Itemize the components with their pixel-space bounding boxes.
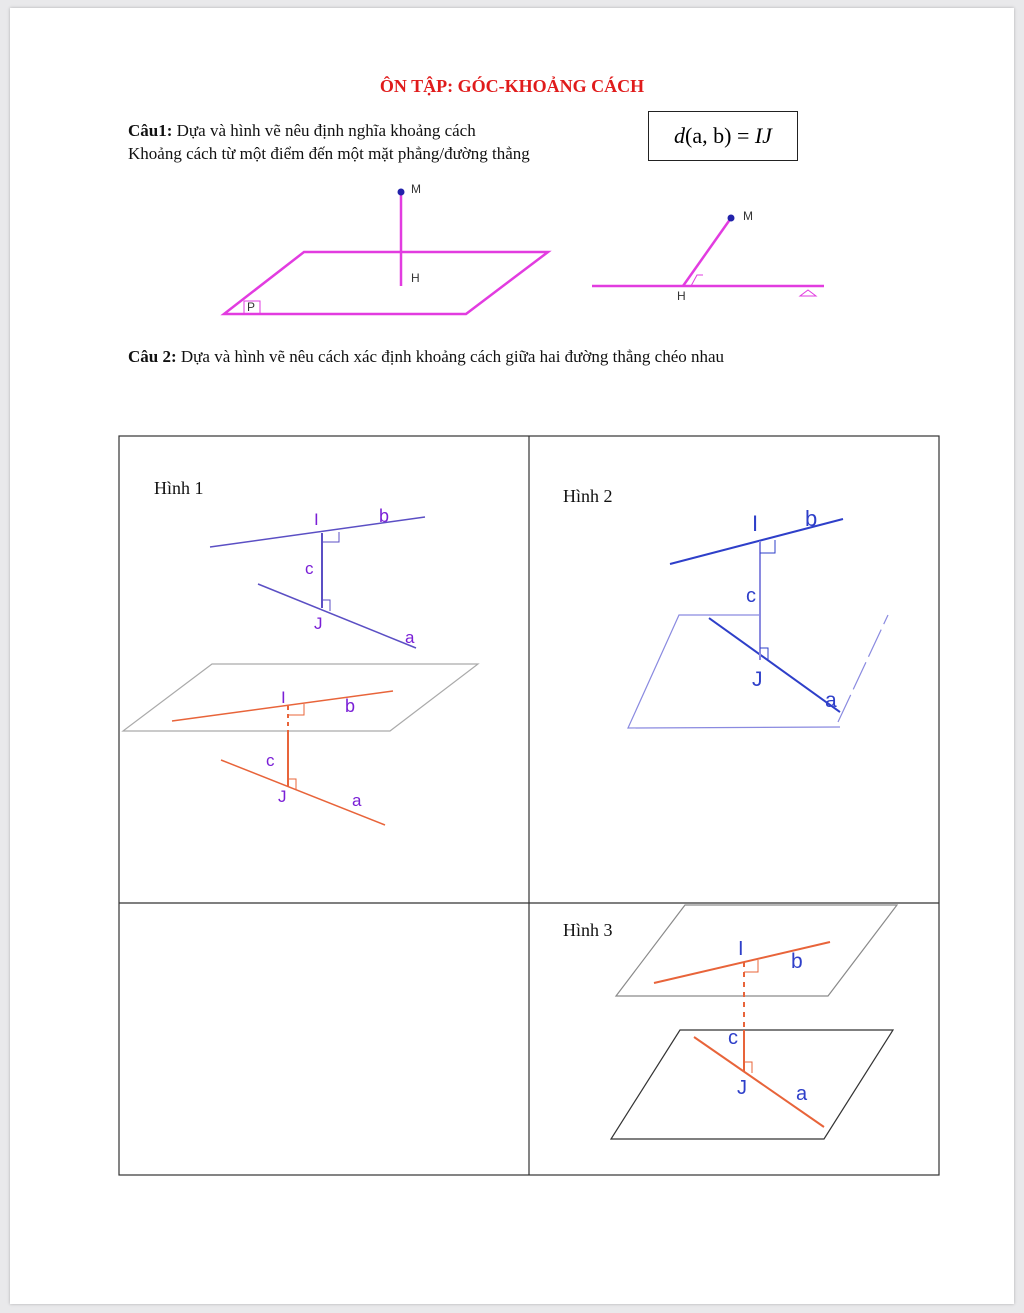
hinh2-label-c: c [746, 585, 756, 607]
label-h: H [411, 271, 420, 285]
hinh2-line-a [709, 618, 840, 712]
hinh1-label-j: J [314, 614, 323, 633]
hinh2-label-j: J [752, 668, 763, 691]
hinh1-orange-label-a: a [352, 791, 362, 810]
question-2-label: Câu 2: [128, 347, 177, 366]
formula-args: (a, b) = [685, 123, 755, 148]
figure-hinh-3 [563, 905, 897, 1139]
hinh2-label-b: b [805, 506, 818, 531]
hinh3-label-j: J [737, 1077, 747, 1099]
question-1-label: Câu1: [128, 121, 173, 140]
hinh2-plane-edge [838, 615, 888, 722]
point-m [398, 189, 405, 196]
figure-hinh-1 [123, 478, 478, 825]
label-m2: M [743, 209, 753, 223]
delta-icon [800, 290, 816, 296]
figures-table [119, 436, 939, 1175]
hinh2-label-i: I [752, 511, 759, 536]
label-h2: H [677, 289, 686, 303]
hinh1-angle-j [322, 600, 330, 611]
formula-d: d [674, 123, 686, 148]
hinh1-orange-label-i: I [281, 688, 286, 707]
figure-point-plane [224, 182, 548, 314]
hinh3-label-i: I [738, 938, 744, 960]
hinh1-orange-label-b: b [345, 696, 356, 716]
hinh1-label-b: b [379, 506, 390, 526]
figure-hinh-2 [563, 486, 888, 728]
label-p: P [247, 300, 256, 314]
page-title: ÔN TẬP: GÓC-KHOẢNG CÁCH [379, 76, 645, 96]
right-angle-mark [691, 275, 703, 286]
hinh1-angle-i [322, 532, 339, 542]
hinh1-caption: Hình 1 [154, 478, 204, 498]
figure-point-line [592, 209, 824, 303]
hinh2-label-a: a [825, 689, 837, 712]
hinh3-plane-bottom [611, 1030, 893, 1139]
hinh1-label-a: a [405, 628, 415, 647]
hinh3-line-a [694, 1037, 824, 1127]
hinh3-caption: Hình 3 [563, 920, 613, 940]
hinh1-label-c: c [305, 559, 314, 578]
formula-ij: IJ [754, 123, 772, 148]
hinh3-label-c: c [728, 1027, 738, 1049]
point-m2 [728, 215, 735, 222]
segment-mh2 [683, 218, 731, 286]
question-2-text: Dựa và hình vẽ nêu cách xác định khoảng cách giữa hai đường thẳng chéo nhau [176, 347, 725, 366]
hinh1-label-i: I [314, 510, 319, 529]
question-1-line2: Khoảng cách từ một điểm đến một mặt phẳng/đường thẳng [128, 144, 530, 163]
plane-p [224, 252, 548, 314]
hinh2-plane [628, 615, 840, 728]
label-m: M [411, 182, 421, 196]
hinh1-orange-label-c: c [266, 751, 275, 770]
hinh1-line-a [258, 584, 416, 648]
question-1-text: Dựa và hình vẽ nêu định nghĩa khoảng cách [172, 121, 476, 140]
hinh2-angle-i [760, 540, 775, 553]
hinh3-label-b: b [791, 950, 803, 973]
hinh2-caption: Hình 2 [563, 486, 613, 506]
hinh1-orange-label-j: J [278, 787, 287, 806]
hinh3-label-a: a [796, 1083, 808, 1105]
